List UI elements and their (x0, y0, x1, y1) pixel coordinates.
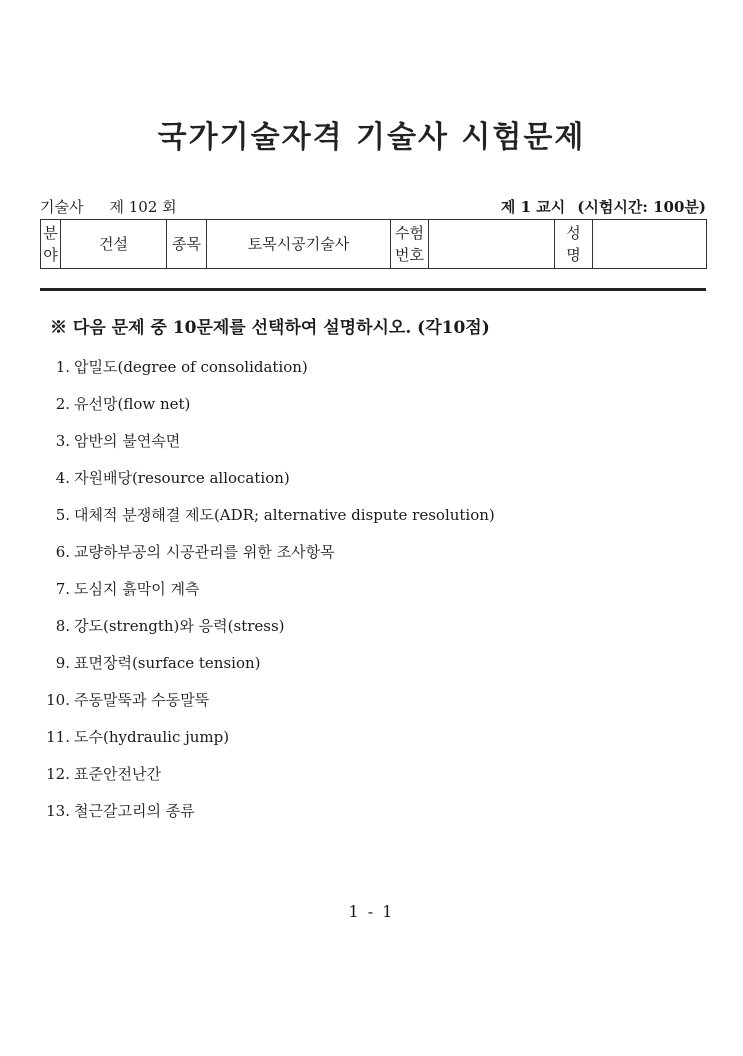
question-text: 주동말뚝과 수동말뚝 (74, 691, 210, 709)
exam-round: 제 102 회 (109, 198, 177, 216)
exam-number-label: 수험 (395, 224, 424, 242)
question-number: 1. (55, 358, 70, 376)
header-right (501, 196, 706, 217)
question-text: 교량하부공의 시공관리를 위한 조사항목 (74, 543, 335, 561)
item-value: 토목시공기술사 (207, 220, 391, 269)
exam-number-label: 번호 (395, 246, 424, 264)
name-field[interactable] (593, 220, 707, 269)
question-number: 4. (55, 469, 70, 487)
item-label: 종목 (167, 220, 207, 269)
question-number: 9. (55, 654, 70, 672)
question-text: 암반의 불연속면 (74, 432, 181, 450)
question-item (40, 615, 495, 652)
divider (40, 288, 706, 291)
question-text: 강도(strength)와 응력(stress) (74, 617, 285, 635)
name-label: 명 (566, 246, 581, 264)
question-number: 12. (46, 765, 70, 783)
question-item (40, 504, 495, 541)
question-text: 철근갈고리의 종류 (74, 802, 195, 820)
question-list (40, 356, 495, 837)
question-text: 유선망(flow net) (74, 395, 191, 413)
question-item (40, 800, 495, 837)
question-number: 7. (55, 580, 70, 598)
question-item (40, 356, 495, 393)
page-title: 국가기술자격 기술사 시험문제 (157, 120, 586, 155)
name-label: 성 (566, 224, 581, 242)
question-item (40, 541, 495, 578)
question-number: 3. (55, 432, 70, 450)
exam-header (40, 196, 706, 218)
field-value: 건설 (61, 220, 167, 269)
question-text: 표준안전난간 (74, 765, 161, 783)
instruction: ※ 다음 문제 중 10문제를 선택하여 설명하시오. (각10점) (50, 318, 490, 338)
question-number: 13. (46, 802, 70, 820)
header-left (40, 196, 177, 217)
exam-time: (시험시간: 100분) (577, 198, 706, 216)
question-text: 압밀도(degree of consolidation) (74, 358, 308, 376)
field-label: 야 (43, 246, 58, 264)
question-item (40, 578, 495, 615)
question-number: 10. (46, 691, 70, 709)
question-text: 도수(hydraulic jump) (74, 728, 230, 746)
question-item (40, 393, 495, 430)
question-item (40, 689, 495, 726)
question-text: 자원배당(resource allocation) (74, 469, 290, 487)
question-number: 8. (55, 617, 70, 635)
question-number: 6. (55, 543, 70, 561)
question-number: 5. (55, 506, 70, 524)
question-text: 대체적 분쟁해결 제도(ADR; alternative dispute resolution) (74, 506, 495, 524)
exam-category: 기술사 (40, 198, 84, 216)
exam-session: 제 1 교시 (500, 198, 566, 216)
page-number: 1 - 1 (348, 902, 395, 921)
field-label-cell (41, 220, 61, 269)
question-item (40, 467, 495, 504)
field-label: 분 (43, 224, 58, 242)
question-item (40, 430, 495, 467)
question-number: 11. (46, 728, 70, 746)
exam-number-label-cell (391, 220, 429, 269)
question-item (40, 726, 495, 763)
question-item (40, 652, 495, 689)
question-text: 도심지 흙막이 계측 (74, 580, 200, 598)
question-number: 2. (55, 395, 70, 413)
exam-number-field[interactable] (429, 220, 555, 269)
exam-info-table (40, 219, 707, 269)
question-item (40, 763, 495, 800)
question-text: 표면장력(surface tension) (74, 654, 261, 672)
name-label-cell (555, 220, 593, 269)
